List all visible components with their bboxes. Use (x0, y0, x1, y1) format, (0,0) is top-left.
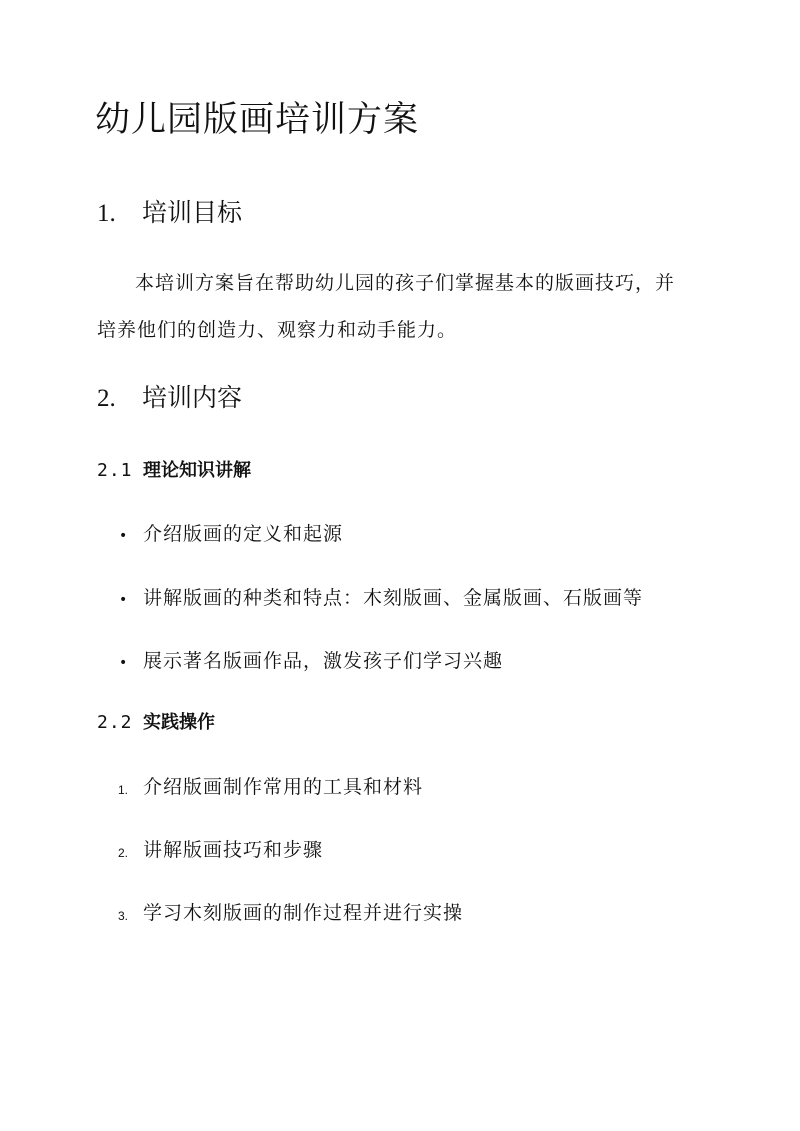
subsection-2-2-title: 实践操作 (143, 712, 215, 733)
section-2-heading (97, 382, 242, 415)
section-1-paragraph-line-2: 培养他们的创造力、观察力和动手能力。 (97, 319, 458, 341)
bullet-marker: • (119, 592, 128, 608)
section-1-number: 1. (97, 200, 116, 227)
subsection-2-2-number: 2.2 (97, 712, 133, 733)
section-1-paragraph-line-1: 本培训方案旨在帮助幼儿园的孩子们掌握基本的版画技巧，并 (135, 272, 676, 294)
list-item-number: 3. (118, 909, 129, 923)
list-item-number: 1. (118, 783, 129, 797)
subsection-2-1-heading (97, 459, 251, 483)
section-2-number: 2. (97, 385, 116, 412)
subsection-2-2-heading (97, 711, 215, 735)
document-title: 幼儿园版画培训方案 (95, 100, 420, 140)
section-1-heading (97, 197, 242, 230)
bullet-marker: • (119, 655, 128, 671)
bullet-marker: • (119, 528, 128, 544)
subsection-2-1-title: 理论知识讲解 (143, 460, 251, 481)
list-item-text: 介绍版画的定义和起源 (143, 523, 344, 545)
list-item-number: 2. (118, 846, 129, 860)
list-item-text: 学习木刻版画的制作过程并进行实操 (143, 902, 464, 924)
section-2-title: 培训内容 (142, 383, 243, 412)
list-item-text: 展示著名版画作品，激发孩子们学习兴趣 (143, 650, 504, 672)
list-item-text: 介绍版画制作常用的工具和材料 (143, 776, 424, 798)
list-item-text: 讲解版画的种类和特点：木刻版画、金属版画、石版画等 (143, 587, 644, 609)
subsection-2-1-number: 2.1 (97, 460, 133, 481)
list-item-text: 讲解版画技巧和步骤 (143, 839, 324, 861)
section-1-title: 培训目标 (142, 198, 243, 227)
